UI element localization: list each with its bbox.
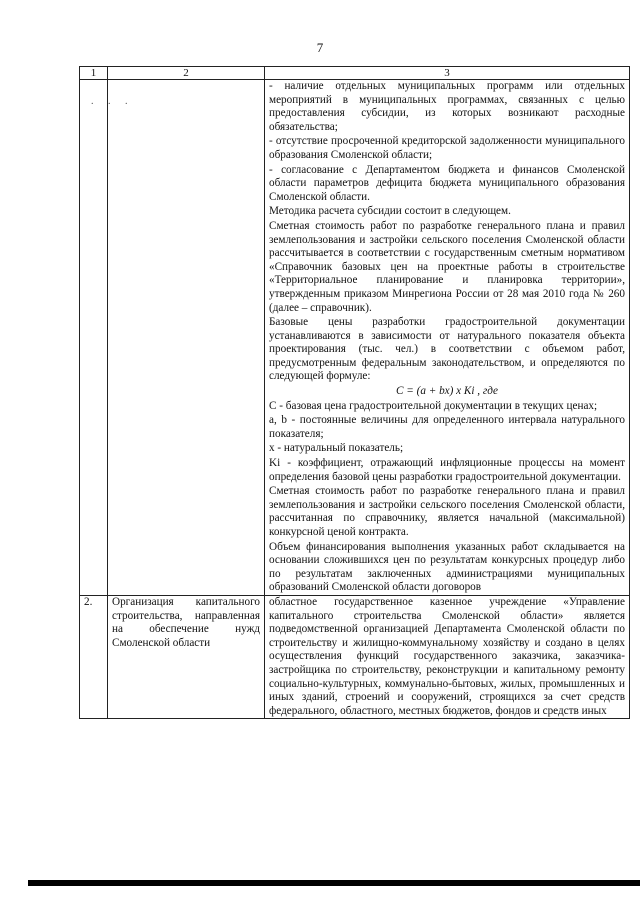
paragraph: - согласование с Департаментом бюджета и финансов Смоленской области параметров дефицита бюджета муниципального образования Смоленской области. — [269, 163, 625, 203]
table-row — [80, 595, 630, 718]
document-table — [79, 66, 630, 719]
paragraph: a, b - постоянные величины для определенного интервала натурального показателя; — [269, 414, 625, 440]
paragraph: Объем финансирования выполнения указанных работ складывается на основании сложившихся цен по результатам конкурсных процедур либо по результатам заключенных администрациями муниципальных образований Смоленской области договоров — [269, 540, 625, 594]
header-col-1: 1 — [80, 67, 108, 80]
header-col-3: 3 — [265, 67, 630, 80]
paragraph: Базовые цены разработки градостроительной документации устанавливаются в зависимости от натурального показателя объекта проектирования (тыс. чел.) в соответствии с объемом работ, предусмотренным федеральным законодательством, и определяются по следующей формуле: — [269, 316, 625, 383]
table-row — [80, 80, 630, 596]
formula: C = (a + bx) x Ki , где — [396, 385, 498, 398]
paragraph: Ki - коэффициент, отражающий инфляционные процессы на момент определения базовой цены разработки градостроительной документации. — [269, 457, 625, 483]
paragraph: - наличие отдельных муниципальных программ или отдельных мероприятий в муниципальных программах, связанных с целью предоставления субсидии, из которых возникают расходные обязательства; — [269, 80, 625, 133]
paragraph: x - натуральный показатель; — [269, 442, 404, 455]
table-header-row — [80, 67, 630, 80]
paragraph: Сметная стоимость работ по разработке генерального плана и правил землепользования и застройки сельского поселения Смоленской области, рассчитанная по справочнику, является начальной (максимальной) конкурсной ценой контракта. — [269, 485, 625, 538]
row2-title-cell: Организация капитального строительства, направленная на обеспечение нужд Смоленской области — [108, 595, 265, 718]
paragraph: Методика расчета субсидии состоит в следующем. — [269, 205, 511, 218]
paragraph: - отсутствие просроченной кредиторской задолженности муниципального образования Смоленской области; — [269, 135, 625, 161]
row2-content-cell: областное государственное казенное учреждение «Управление капитального строительства Смоленской области» является подведомственной организацией Департамента Смоленской области по строительству и жилищно-коммунальному хозяйству и создано в целях осуществления функций государственного заказчика, заказчика-застройщика по строительству, реконструкции и капитальному ремонту социально-культурных, коммунально-бытовых, жилых, промышленных и иных зданий, строений и сооружений, строящихся за счет средств федерального, областного, местных бюджетов, фондов и средств иных — [265, 595, 630, 718]
margin-marks: . . . — [91, 96, 134, 107]
row2-num-cell: 2. — [80, 595, 108, 718]
paragraph: C - базовая цена градостроительной документации в текущих ценах; — [269, 399, 598, 412]
scan-bottom-bar — [28, 880, 640, 886]
row1-title-cell — [108, 80, 265, 596]
row1-num-cell — [80, 80, 108, 596]
row1-content-cell — [265, 80, 630, 596]
paragraph: Сметная стоимость работ по разработке генерального плана и правил землепользования и застройки сельского поселения Смоленской области рассчитывается в соответствии с государственным сметным нормативом «Справочник базовых цен на проектные работы в строительстве «Территориальное планирование и планировка территории», утвержденным приказом Минрегиона России от 28 мая 2010 года № 260 (далее – справочник). — [269, 219, 625, 314]
page-number: 7 — [316, 40, 324, 55]
header-col-2: 2 — [108, 67, 265, 80]
